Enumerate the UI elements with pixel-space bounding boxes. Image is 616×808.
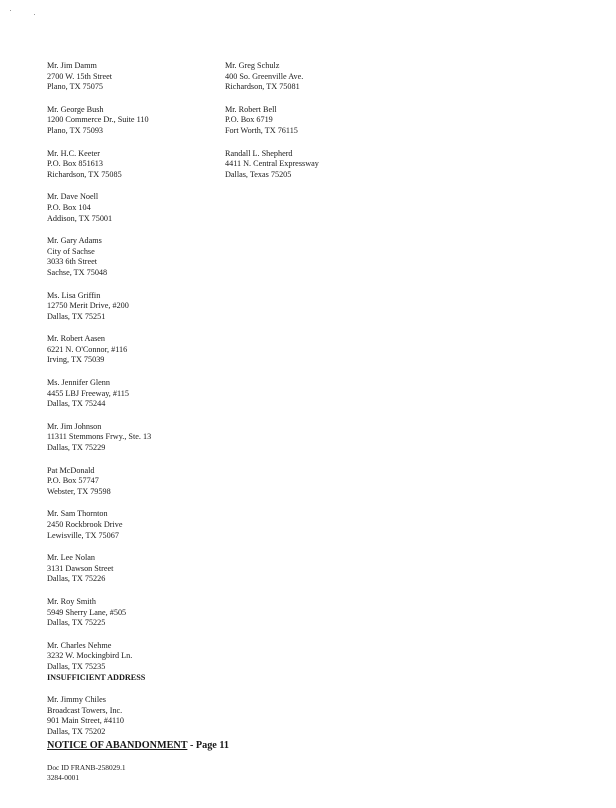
addressee-name: Mr. Charles Nehme [47, 640, 112, 650]
address-block [47, 192, 217, 224]
addressee-name: Ms. Jennifer Glenn [47, 378, 110, 388]
address-line: Broadcast Towers, Inc. [47, 705, 123, 715]
address-column-right [225, 61, 425, 192]
address-line: 11311 Stemmons Frwy., Ste. 13 [47, 432, 152, 442]
addressee-name: Pat McDonald [47, 465, 95, 475]
address-line: 5949 Sherry Lane, #505 [47, 607, 127, 617]
address-line: Sachse, TX 75048 [47, 267, 108, 277]
address-line: Richardson, TX 75085 [47, 169, 122, 179]
address-line: Dallas, TX 75226 [47, 574, 106, 584]
address-line: Fort Worth, TX 76115 [225, 125, 298, 135]
address-block [47, 695, 217, 737]
address-block [47, 61, 217, 93]
addressee-name: Mr. Gary Adams [47, 236, 102, 246]
address-note: INSUFFICIENT ADDRESS [47, 672, 146, 682]
addressee-name: Mr. Dave Noell [47, 192, 99, 202]
addressee-name: Mr. George Bush [47, 104, 104, 114]
address-line: 901 Main Street, #4110 [47, 716, 125, 726]
address-line: Plano, TX 75093 [47, 125, 104, 135]
address-block [225, 149, 425, 181]
address-line: 400 So. Greenville Ave. [225, 71, 304, 81]
address-block [47, 149, 217, 181]
addressee-name: Mr. H.C. Keeter [47, 148, 100, 158]
addressee-name: Mr. Roy Smith [47, 596, 96, 606]
address-block [47, 597, 217, 629]
address-line: 4411 N. Central Expressway [225, 159, 319, 169]
address-line: Dallas, TX 75251 [47, 311, 106, 321]
doc-number: 3284-0001 [47, 773, 80, 782]
address-block [225, 105, 425, 137]
address-column-left [47, 61, 217, 750]
addressee-name: Randall L. Shepherd [225, 148, 293, 158]
addressee-name: Mr. Lee Nolan [47, 553, 95, 563]
footer-title [47, 740, 229, 751]
addressee-name: Mr. Robert Aasen [47, 334, 105, 344]
address-block [47, 334, 217, 366]
address-block [47, 553, 217, 585]
address-block [47, 105, 217, 137]
address-line: Dallas, TX 75229 [47, 443, 106, 453]
address-line: 4455 LBJ Freeway, #115 [47, 388, 129, 398]
scan-speck [10, 10, 11, 11]
scan-speck [34, 14, 35, 15]
address-line: 2450 Rockbrook Drive [47, 520, 123, 529]
address-line: 3033 6th Street [47, 257, 98, 267]
address-line: Irving, TX 75039 [47, 355, 105, 365]
addressee-name: Mr. Greg Schulz [225, 61, 280, 70]
address-line: Dallas, Texas 75205 [225, 169, 292, 179]
address-line: 3131 Dawson Street [47, 563, 114, 573]
address-line: Richardson, TX 75081 [225, 82, 300, 92]
address-line: P.O. Box 57747 [47, 476, 99, 486]
address-line: 3232 W. Mockingbird Ln. [47, 651, 133, 661]
address-line: City of Sachse [47, 246, 95, 256]
address-line: Webster, TX 79598 [47, 486, 111, 496]
address-line: 12750 Merit Drive, #200 [47, 301, 129, 311]
addressee-name: Mr. Jim Johnson [47, 421, 102, 431]
addressee-name: Mr. Robert Bell [225, 104, 277, 114]
addressee-name: Mr. Jimmy Chiles [47, 695, 106, 705]
address-line: Dallas, TX 75235 [47, 661, 106, 671]
addressee-name: Mr. Sam Thornton [47, 509, 108, 519]
address-line: Dallas, TX 75202 [47, 726, 106, 736]
doc-id: Doc ID FRANB-258029.1 [47, 763, 126, 772]
address-block [47, 422, 217, 454]
address-line: Plano, TX 75075 [47, 82, 104, 92]
page-number: - Page 11 [187, 740, 229, 751]
address-line: 6221 N. O'Connor, #116 [47, 344, 128, 354]
address-line: P.O. Box 851613 [47, 159, 103, 169]
addressee-name: Mr. Jim Damm [47, 61, 97, 70]
address-line: P.O. Box 6719 [225, 115, 273, 125]
address-block [47, 378, 217, 410]
address-block [47, 291, 217, 323]
address-block [47, 236, 217, 278]
addressee-name: Ms. Lisa Griffin [47, 290, 101, 300]
address-line: Dallas, TX 75244 [47, 399, 106, 409]
address-line: 1200 Commerce Dr., Suite 110 [47, 115, 149, 125]
address-line: P.O. Box 104 [47, 202, 91, 212]
address-block [47, 509, 217, 541]
doc-id-block [47, 763, 126, 783]
address-block [47, 466, 217, 498]
address-block [47, 641, 217, 683]
address-line: Dallas, TX 75225 [47, 618, 106, 628]
address-line: 2700 W. 15th Street [47, 71, 113, 81]
address-line: Lewisville, TX 75067 [47, 530, 119, 540]
notice-title: NOTICE OF ABANDONMENT [47, 740, 188, 751]
address-line: Addison, TX 75001 [47, 213, 113, 223]
address-block [225, 61, 425, 93]
